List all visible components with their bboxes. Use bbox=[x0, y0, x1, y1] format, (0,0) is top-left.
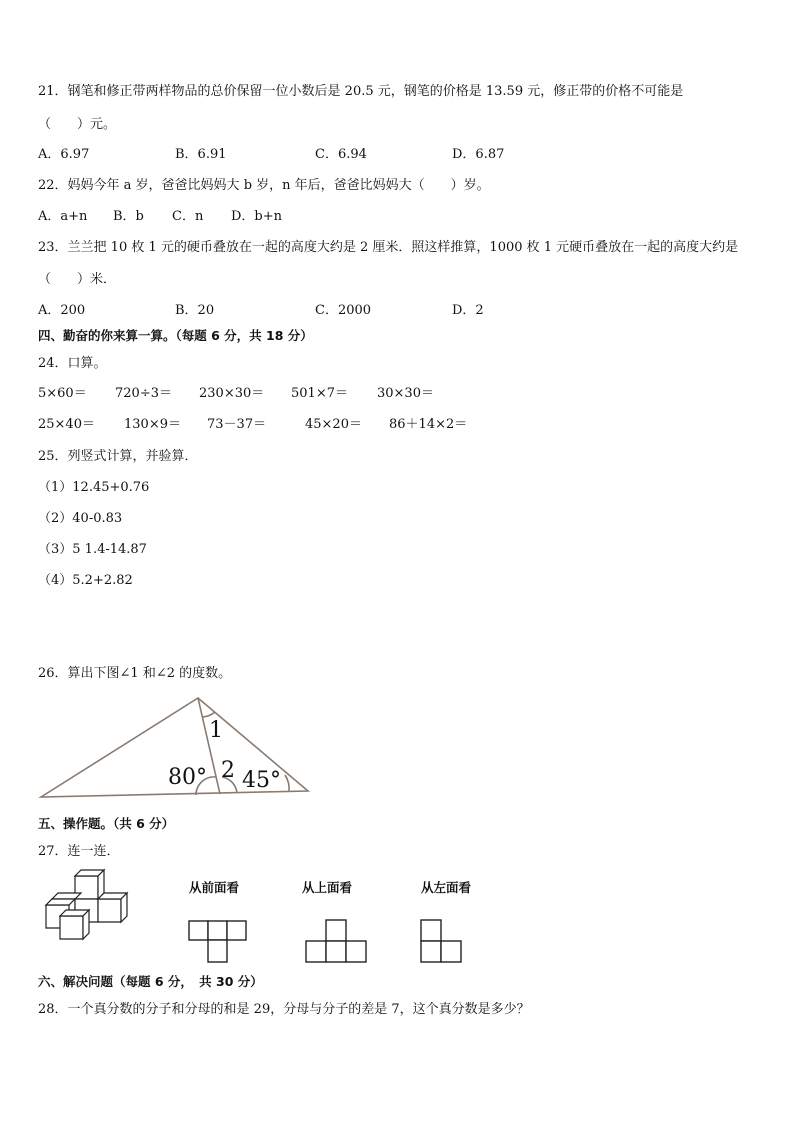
angle-2-label: 2 bbox=[221, 758, 235, 783]
cube-back-top bbox=[75, 870, 104, 899]
q24-r1-c3: 230×30＝ bbox=[199, 386, 265, 401]
q22-option-b[interactable]: B．b bbox=[113, 209, 144, 224]
q21-option-d[interactable]: D．6.87 bbox=[452, 147, 505, 162]
q24-r2-c1: 25×40＝ bbox=[38, 417, 95, 432]
q24-r2-c4: 45×20＝ bbox=[305, 417, 362, 432]
q23-blank: （ ）米． bbox=[38, 272, 117, 287]
q25-stem: 25．列竖式计算，并验算． bbox=[38, 449, 198, 464]
cube-front bbox=[60, 910, 89, 939]
q25-item-4: （4）5.2+2.82 bbox=[38, 573, 133, 588]
q24-r1-c1: 5×60＝ bbox=[38, 386, 87, 401]
cube-back-left bbox=[52, 893, 81, 922]
view-top-shape bbox=[306, 920, 366, 962]
q25-item-2: （2）40-0.83 bbox=[38, 511, 123, 526]
view-label-front: 从前面看 bbox=[189, 880, 240, 895]
section-4-heading: 四、勤奋的你来算一算。（每题 6 分，共 18 分） bbox=[38, 328, 313, 343]
cube-back-right bbox=[98, 893, 127, 922]
q25-item-3: （3）5 1.4-14.87 bbox=[38, 542, 147, 557]
q22-option-c[interactable]: C．n bbox=[172, 209, 204, 224]
angle-45-label: 45° bbox=[242, 768, 281, 793]
q23-stem: 23．兰兰把 10 枚 1 元的硬币叠放在一起的高度大约是 2 厘米．照这样推算，1000 枚 1 元硬币叠放在一起的高度大约是 bbox=[38, 240, 739, 255]
angle-1-arc bbox=[202, 712, 215, 717]
q21-stem: 21．钢笔和修正带两样物品的总价保留一位小数后是 20.5 元，钢笔的价格是 13.59 元，修正带的价格不可能是 bbox=[38, 84, 684, 99]
angle-1-label: 1 bbox=[209, 718, 223, 743]
q27-stem: 27．连一连． bbox=[38, 844, 120, 859]
q22-option-a[interactable]: A．a+n bbox=[38, 209, 88, 224]
q25-item-1: （1）12.45+0.76 bbox=[38, 480, 150, 495]
q21-option-b[interactable]: B．6.91 bbox=[175, 147, 227, 162]
q24-r1-c5: 30×30＝ bbox=[377, 386, 434, 401]
section-6-heading: 六、解决问题（每题 6 分， 共 30 分） bbox=[38, 974, 263, 989]
q23-option-c[interactable]: C．2000 bbox=[315, 303, 372, 318]
q24-r2-c3: 73－37＝ bbox=[207, 417, 267, 432]
q24-r1-c2: 720÷3＝ bbox=[115, 386, 172, 401]
q21-blank: （ ）元。 bbox=[38, 117, 117, 132]
q21-option-a[interactable]: A．6.97 bbox=[38, 147, 90, 162]
cube-back-middle bbox=[75, 899, 98, 922]
q23-option-d[interactable]: D．2 bbox=[452, 303, 484, 318]
view-label-left: 从左面看 bbox=[421, 880, 472, 895]
cube-left-lower bbox=[46, 899, 75, 928]
q21-option-c[interactable]: C．6.94 bbox=[315, 147, 367, 162]
q22-option-d[interactable]: D．b+n bbox=[231, 209, 283, 224]
q24-r2-c2: 130×9＝ bbox=[124, 417, 181, 432]
view-left-shape bbox=[421, 920, 461, 962]
q28-stem: 28．一个真分数的分子和分母的和是 29，分母与分子的差是 7，这个真分数是多少？ bbox=[38, 1002, 530, 1017]
q23-option-b[interactable]: B．20 bbox=[175, 303, 215, 318]
q26-stem: 26．算出下图∠1 和∠2 的度数。 bbox=[38, 666, 232, 681]
q22-stem: 22．妈妈今年 a 岁，爸爸比妈妈大 b 岁，n 年后，爸爸比妈妈大（ ）岁。 bbox=[38, 178, 490, 193]
view-front-shape bbox=[189, 921, 246, 962]
q24-r2-c5: 86＋14×2＝ bbox=[389, 417, 468, 432]
section-5-heading: 五、操作题。（共 6 分） bbox=[38, 816, 175, 831]
q24-stem: 24．口算。 bbox=[38, 356, 107, 371]
angle-80-label: 80° bbox=[168, 765, 207, 790]
q23-option-a[interactable]: A．200 bbox=[38, 303, 86, 318]
view-label-top: 从上面看 bbox=[302, 880, 353, 895]
angle-45-arc bbox=[285, 775, 289, 791]
q24-r1-c4: 501×7＝ bbox=[291, 386, 348, 401]
